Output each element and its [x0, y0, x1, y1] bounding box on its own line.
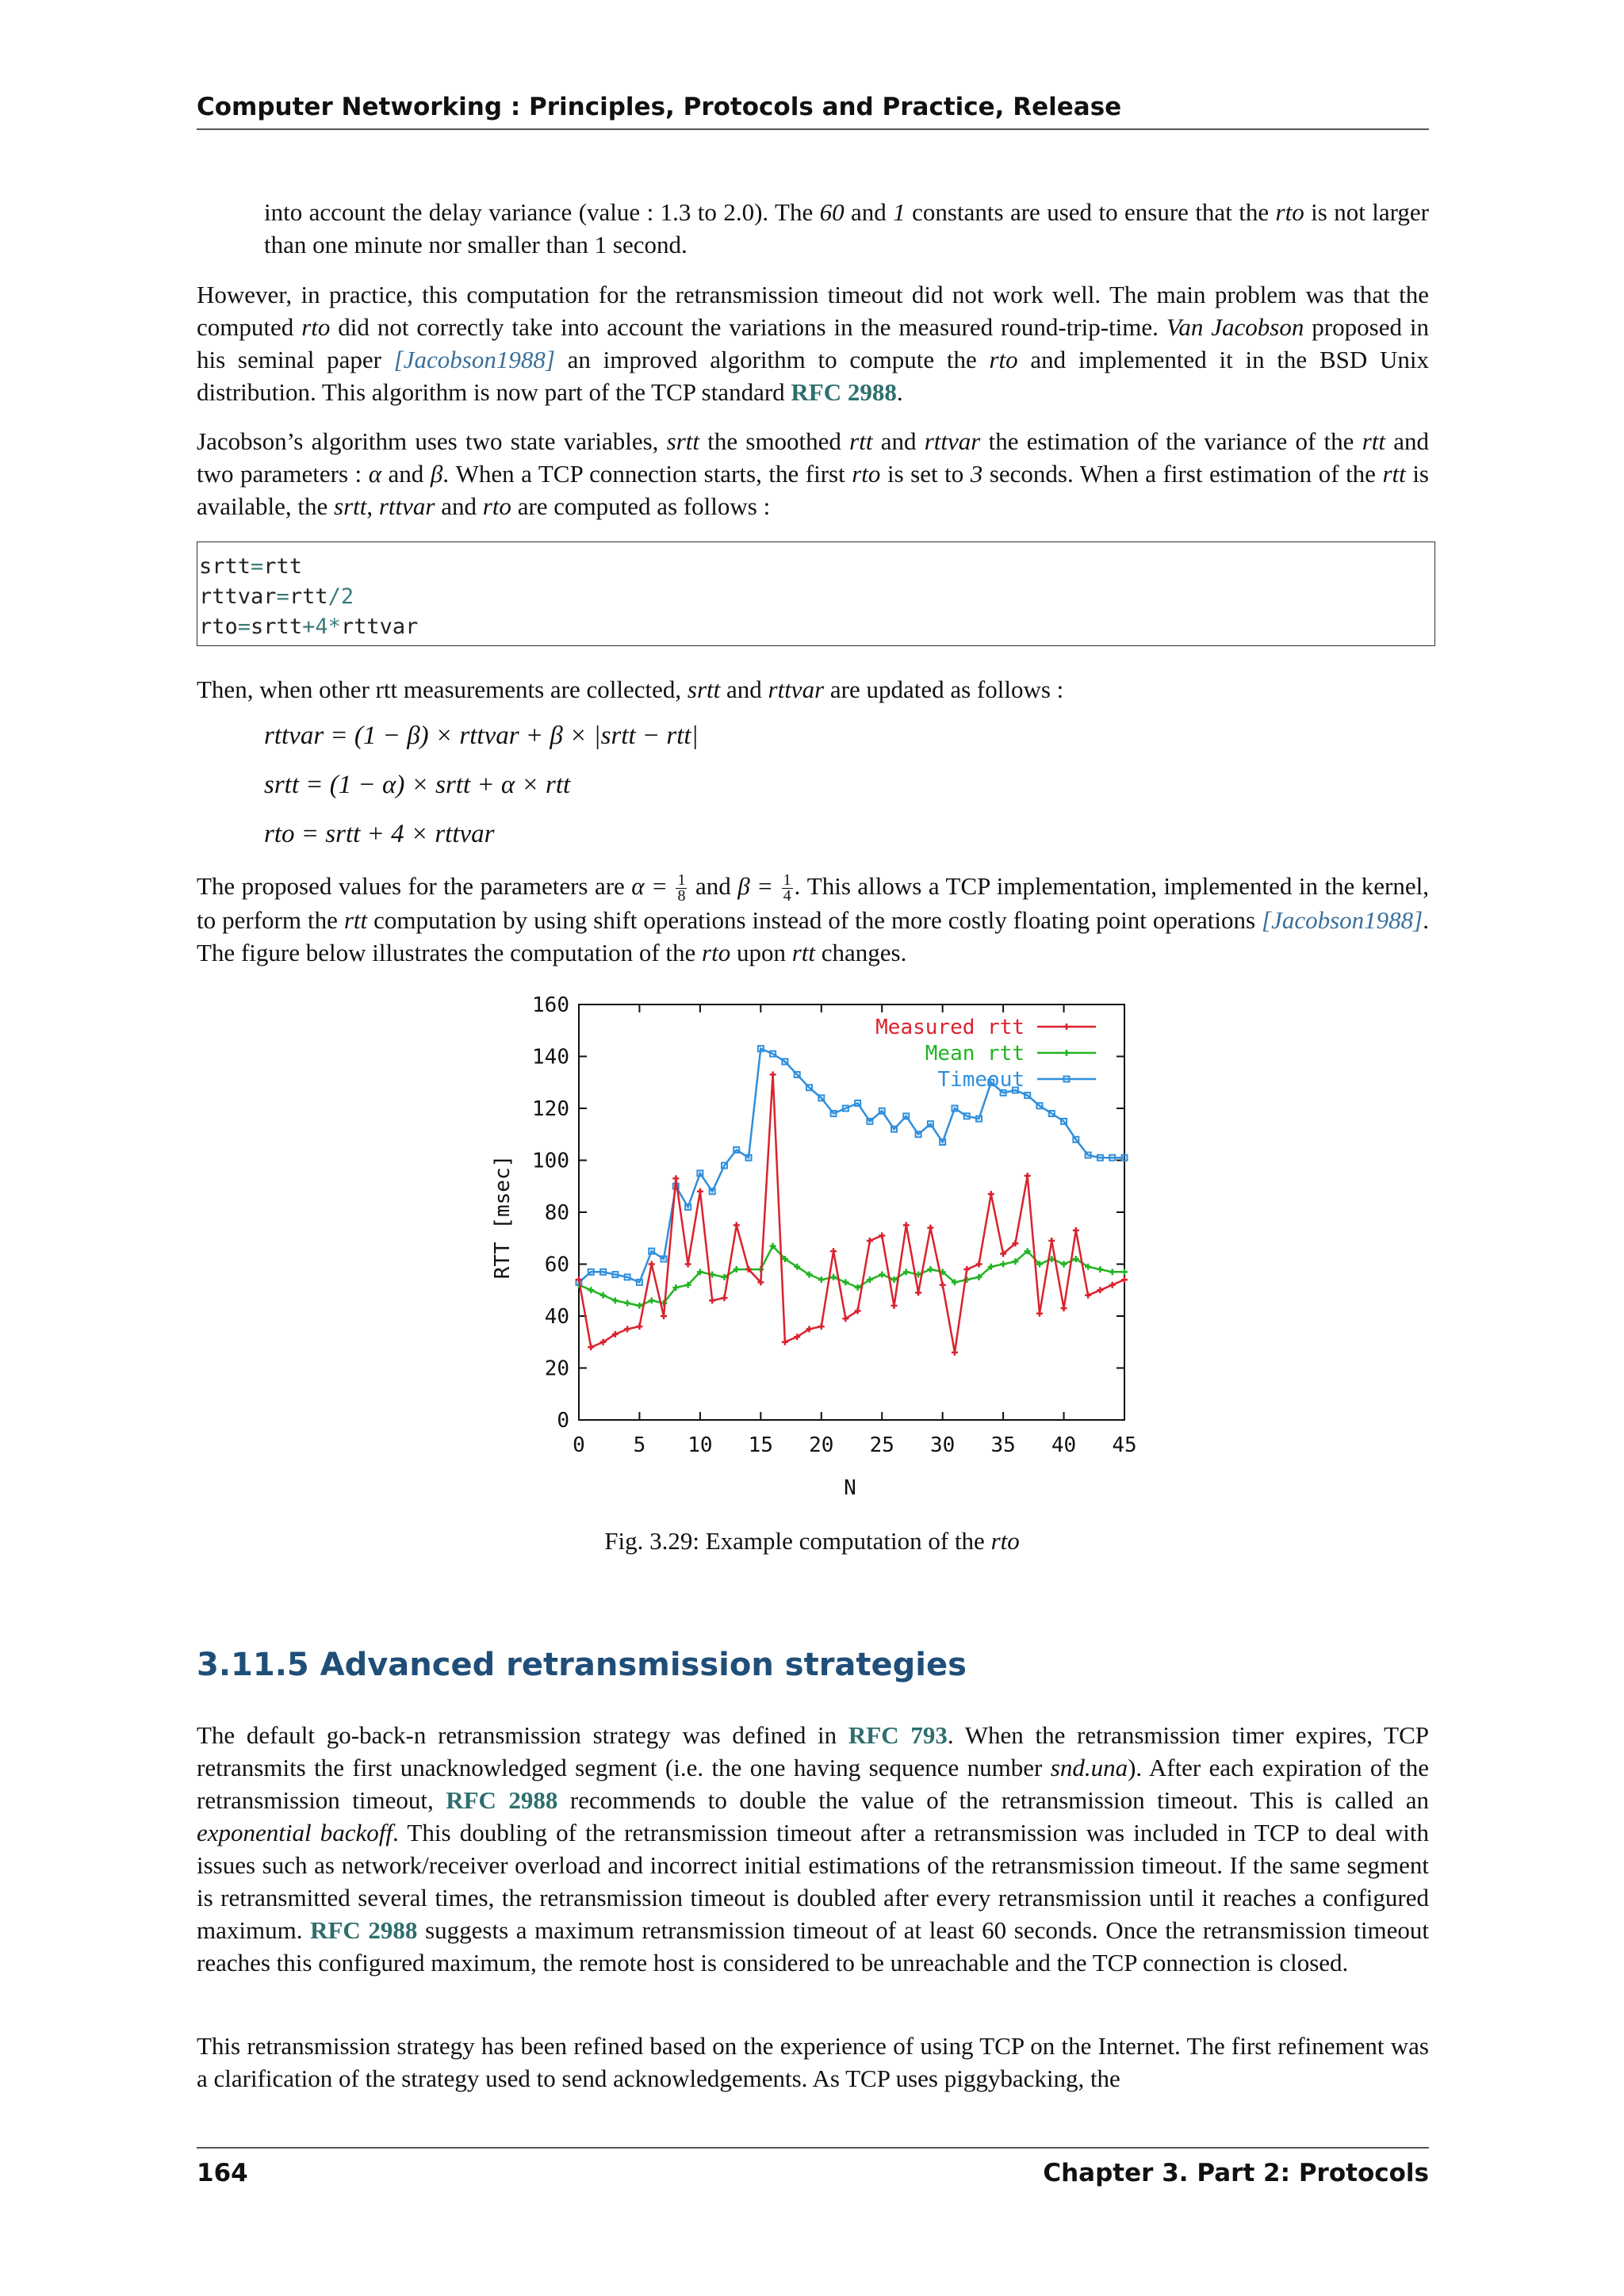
y-tick-label: 20	[544, 1357, 569, 1381]
chart-legend	[875, 1016, 1096, 1092]
chart-series	[576, 1046, 1128, 1356]
x-tick-label: 0	[573, 1433, 585, 1457]
code-block	[197, 541, 1435, 646]
y-tick-label: 0	[557, 1409, 569, 1433]
running-header: Computer Networking : Principles, Protocols and Practice, Release	[197, 93, 1122, 121]
data-point	[636, 1303, 642, 1309]
data-point	[988, 1191, 994, 1197]
y-axis-label: RTT [msec]	[491, 1154, 515, 1280]
y-tick-label: 40	[544, 1305, 569, 1329]
paragraph-parameter-values: The proposed values for the parameters are α = $\frac{1}{8}$ and β = $\frac{1}{4}$ . This allows a TCP implementation, implemented in the kernel, to perform the rtt computation by using shift operations instead of the more costly floating point operations [Jacobson1988]. The figure below illustrates the computation of the rto upon rtt changes.	[197, 871, 1430, 967]
data-point	[1121, 1276, 1128, 1283]
data-point	[1025, 1173, 1031, 1179]
x-tick-label: 10	[688, 1433, 713, 1457]
data-point	[624, 1326, 630, 1332]
series-measured-rtt	[576, 1071, 1128, 1355]
data-point	[842, 1279, 848, 1285]
y-tick-label: 60	[544, 1253, 569, 1277]
data-point	[1121, 1269, 1128, 1275]
citation-jacobson1988[interactable]: [Jacobson1988]	[393, 346, 555, 373]
data-point	[600, 1292, 607, 1299]
data-point	[927, 1225, 933, 1231]
equation-rto: rto = srtt + 4 × rttvar	[264, 820, 495, 848]
paragraph-go-back-n: The default go-back-n retransmission strategy was defined in RFC 793. When the retransmission timer expires, TCP retransmits the first unacknowledged segment (i.e. the one having sequence number snd.una). After each expiration of the retransmission timeout, RFC 2988 recommends to double the value of the retransmission timeout. This is called an exponential backoff. This doubling of the retransmission timeout after a retransmission was included in TCP to deal with issues such as network/receiver overload and incorrect initial estimations of the retransmission timeout. If the same segment is retransmitted several times, the retransmission timeout is doubled after every retransmission until it reaches a configured maximum. RFC 2988 suggests a maximum retransmission timeout of at least 60 seconds. Once the retransmission timeout reaches this configured maximum, the remote host is considered to be unreachable and the TCP connection is closed.	[197, 1721, 1429, 1976]
data-point	[649, 1261, 655, 1268]
section-heading: 3.11.5 Advanced retransmission strategies	[197, 1647, 967, 1683]
data-point	[1109, 1269, 1116, 1275]
data-point	[661, 1313, 667, 1319]
series-line	[579, 1074, 1124, 1353]
data-point	[1000, 1261, 1006, 1268]
data-point	[697, 1188, 703, 1195]
data-point	[830, 1274, 837, 1280]
chart-frame	[579, 1004, 1124, 1420]
paragraph-state-variables: Jacobson’s algorithm uses two state variables, srtt the smoothed rtt and rttvar the estimation of the variance of the rtt and two parameters : α and β. When a TCP connection starts, the first rto is set to 3 seconds. When a first estimation of the rtt is available, the srtt, rttvar and rto are computed as follows :	[197, 427, 1429, 520]
data-point	[612, 1297, 619, 1303]
fraction-beta: $\frac{1}{4}$	[783, 871, 791, 905]
equation-srtt: srtt = (1 − α) × srtt + α × rtt	[264, 771, 571, 799]
data-point	[649, 1297, 655, 1303]
data-point	[915, 1290, 921, 1296]
paragraph-rto-constants: into account the delay variance (value : 1.3 to 2.0). The 60 and 1 constants are used to ensure that the rto is not larger than one minute nor smaller than 1 second.	[264, 198, 1429, 258]
legend-label: Timeout	[937, 1068, 1025, 1092]
data-point	[940, 1282, 946, 1288]
y-tick-label: 100	[532, 1149, 569, 1173]
data-point	[624, 1300, 630, 1307]
series-timeout	[576, 1046, 1128, 1285]
x-tick-label: 40	[1051, 1433, 1077, 1457]
x-tick-label: 25	[869, 1433, 894, 1457]
data-point	[588, 1287, 594, 1293]
paragraph-refinement: This retransmission strategy has been refined based on the experience of using TCP on the Internet. The first refinement was a clarification of the strategy used to send acknowledgements. As TCP uses piggybacking, the	[197, 2032, 1429, 2092]
data-point	[891, 1303, 898, 1309]
data-point	[903, 1222, 910, 1228]
figure-caption: Fig. 3.29: Example computation of the rto	[604, 1527, 1020, 1555]
data-point	[1061, 1305, 1067, 1311]
header-rule	[197, 128, 1429, 130]
legend-marker	[1063, 1024, 1070, 1030]
data-point	[952, 1349, 958, 1356]
data-point	[927, 1266, 933, 1272]
data-point	[1097, 1287, 1103, 1293]
data-point	[976, 1261, 982, 1268]
data-point	[1097, 1266, 1103, 1272]
data-point	[672, 1175, 679, 1181]
data-point	[867, 1238, 873, 1244]
data-point	[770, 1071, 776, 1077]
y-tick-label: 140	[532, 1045, 569, 1070]
equation-rttvar: rttvar = (1 − β) × rttvar + β × |srtt − rtt|	[264, 721, 699, 750]
code-line-rttvar: rttvar=rtt/2	[199, 584, 354, 609]
paragraph-update-rules: Then, when other rtt measurements are collected, srtt and rttvar are updated as follows :	[197, 675, 1064, 703]
data-point	[818, 1323, 825, 1330]
rfc-2988-link-2[interactable]: RFC 2988	[446, 1786, 558, 1814]
page-number: 164	[197, 2159, 248, 2187]
legend-label: Mean rtt	[925, 1042, 1025, 1066]
data-point	[588, 1344, 594, 1350]
data-point	[1109, 1282, 1116, 1288]
plot-frame	[579, 1004, 1124, 1420]
x-tick-label: 5	[633, 1433, 646, 1457]
legend-marker	[1063, 1050, 1070, 1056]
data-point	[709, 1297, 715, 1303]
data-point	[721, 1295, 727, 1301]
y-tick-label: 160	[532, 993, 569, 1017]
data-point	[879, 1232, 885, 1238]
data-point	[1073, 1227, 1079, 1234]
data-point	[1048, 1238, 1055, 1244]
rtt-chart	[476, 987, 1142, 1502]
data-point	[1036, 1311, 1043, 1317]
code-line-srtt: srtt=rtt	[199, 554, 303, 579]
series-mean-rtt	[576, 1243, 1128, 1309]
data-point	[818, 1276, 825, 1283]
y-tick-label: 120	[532, 1097, 569, 1121]
data-point	[830, 1248, 837, 1254]
series-line	[579, 1049, 1124, 1283]
data-point	[1061, 1261, 1067, 1268]
data-point	[963, 1266, 970, 1272]
x-axis-label: N	[844, 1476, 856, 1500]
rfc-793-link[interactable]: RFC 793	[848, 1721, 948, 1749]
chapter-label: Chapter 3. Part 2: Protocols	[1043, 2159, 1429, 2187]
data-point	[879, 1272, 885, 1278]
citation-jacobson1988-2[interactable]: [Jacobson1988]	[1262, 906, 1423, 935]
rfc-2988-link[interactable]: RFC 2988	[791, 378, 897, 406]
data-point	[636, 1323, 642, 1330]
legend-label: Measured rtt	[875, 1016, 1025, 1039]
x-tick-label: 45	[1112, 1433, 1137, 1457]
data-point	[685, 1261, 691, 1268]
rfc-2988-link-3[interactable]: RFC 2988	[310, 1916, 418, 1944]
footer-rule	[197, 2147, 1429, 2149]
y-tick-label: 80	[544, 1201, 569, 1225]
chart-ticks	[532, 993, 1137, 1457]
code-line-rto: rto=srtt+4*rttvar	[199, 614, 419, 639]
x-tick-label: 35	[990, 1433, 1016, 1457]
fraction-alpha: $\frac{1}{8}$	[677, 871, 686, 905]
x-tick-label: 30	[930, 1433, 956, 1457]
x-tick-label: 20	[809, 1433, 834, 1457]
paragraph-jacobson-intro: However, in practice, this computation for the retransmission timeout did not work well. The main problem was that the computed rto did not correctly take into account the variations in the measured round-trip-time. Van Jacobson proposed in his seminal paper [Jacobson1988] an improved algorithm to compute the rto and implemented it in the BSD Unix distribution. This algorithm is now part of the TCP standard RFC 2988.	[197, 281, 1429, 406]
x-tick-label: 15	[748, 1433, 773, 1457]
data-point	[733, 1222, 740, 1228]
data-point	[782, 1339, 788, 1345]
data-point	[1085, 1292, 1091, 1299]
